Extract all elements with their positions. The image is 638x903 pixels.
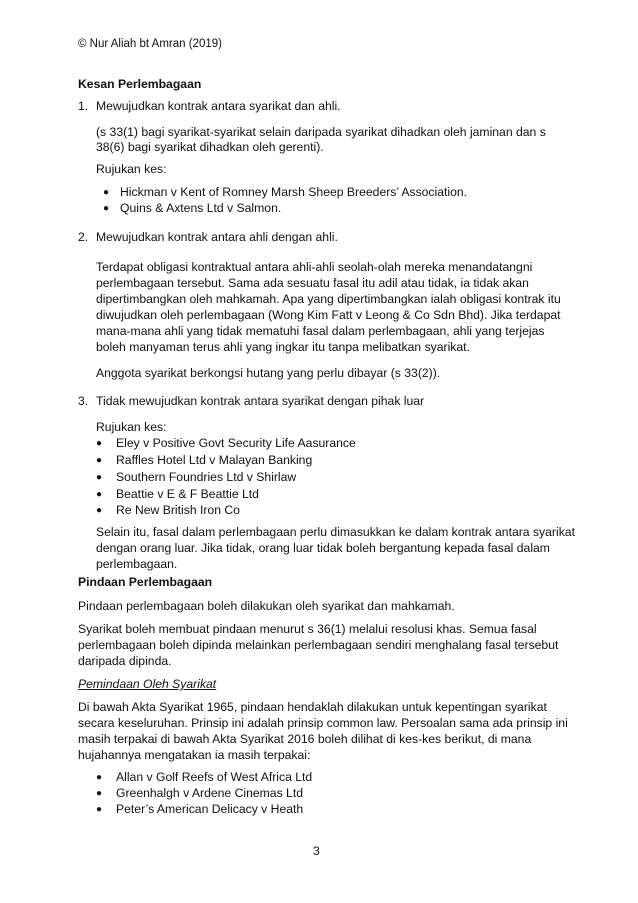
subheading-pemindaan: Pemindaan Oleh Syarikat (78, 677, 217, 691)
item-2-paragraph-line: dipertimbangkan oleh mahkamah. Apa yang dipertimbangkan ialah obligasi kontrak itu (96, 292, 561, 306)
case-item: Peter’s American Delicacy v Heath (116, 802, 304, 816)
case-item: Eley v Positive Govt Security Life Aasurance (116, 436, 356, 450)
case-item: Southern Foundries Ltd v Shirlaw (116, 470, 297, 484)
item-2-note: Anggota syarikat berkongsi hutang yang perlu dibayar (s 33(2)). (96, 366, 441, 380)
item-1-title: Mewujudkan kontrak antara syarikat dan ahli. (96, 99, 341, 113)
item-2-title: Mewujudkan kontrak antara ahli dengan ahli. (96, 230, 338, 244)
case-item: Re New British Iron Co (116, 503, 240, 517)
item-3-title: Tidak mewujudkan kontrak antara syarikat dengan pihak luar (96, 394, 425, 408)
pindaan-paragraph-2-line: perlembagaan boleh dipinda melainkan perlembagaan sendiri menghalang fasal tersebut (78, 638, 559, 652)
bullet-icon: ● (103, 203, 110, 214)
bullet-icon: ● (96, 505, 103, 516)
section-heading-kesan: Kesan Perlembagaan (78, 77, 202, 91)
item-2-paragraph-line: Terdapat obligasi kontraktual antara ahli-ahli seolah-olah mereka menandatangni (96, 260, 533, 274)
case-item: Greenhalgh v Ardene Cinemas Ltd (116, 786, 303, 800)
bullet-icon: ● (96, 804, 103, 815)
pindaan-paragraph-2-line: daripada dipinda. (78, 654, 172, 668)
pindaan-paragraph-2-line: Syarikat boleh membuat pindaan menurut s 36(1) melalui resolusi khas. Semua fasal (78, 622, 537, 636)
section-heading-pindaan: Pindaan Perlembagaan (78, 575, 213, 589)
bullet-icon: ● (96, 788, 103, 799)
pindaan-paragraph-3-line: secara keseluruhan. Prinsip ini adalah prinsip common law. Persoalan sama ada prinsip ini (78, 716, 568, 730)
item-1-note-line: (s 33(1) bagi syarikat-syarikat selain daripada syarikat dihadkan oleh jaminan dan s (96, 125, 546, 139)
item-3-paragraph-line: Selain itu, fasal dalam perlembagaan perlu dimasukkan ke dalam kontrak antara syarikat (96, 525, 575, 539)
case-item: Allan v Golf Reefs of West Africa Ltd (116, 770, 313, 784)
case-item: Raffles Hotel Ltd v Malayan Banking (116, 453, 313, 467)
item-2-paragraph-line: boleh manyaman terus ahli yang ingkar itu tanpa melibatkan syarikat. (96, 340, 470, 354)
bullet-icon: ● (96, 472, 103, 483)
page-number: 3 (313, 844, 320, 858)
pindaan-paragraph-3-line: Di bawah Akta Syarikat 1965, pindaan hendaklah dilakukan untuk kepentingan syarikat (78, 700, 547, 714)
item-2-paragraph-line: diwujudkan oleh perlembagaan (Wong Kim Fatt v Leong & Co Sdn Bhd). Jika terdapat (96, 308, 561, 322)
pindaan-paragraph-3-line: hujahannya mengatakan ia masih terpakai: (78, 748, 311, 762)
bullet-icon: ● (96, 772, 103, 783)
item-3-paragraph-line: perlembagaan. (96, 557, 178, 571)
item-1-note-line: 38(6) bagi syarikat dihadkan oleh gerenti). (96, 140, 324, 154)
case-item: Beattie v E & F Beattie Ltd (116, 487, 259, 501)
pindaan-paragraph-3-line: masih terpakai di bawah Akta Syarikat 2016 boleh dilihat di kes-kes berikut, di mana (78, 732, 532, 746)
item-2-paragraph-line: perlembagaan tersebut. Sama ada sesuatu fasal itu adil atau tidak, ia tidak akan (96, 276, 529, 290)
item-2-paragraph-line: mana-mana ahli yang tidak mematuhi fasal dalam perlembagaan, ahli yang terjejas (96, 324, 545, 338)
bullet-icon: ● (96, 438, 103, 449)
case-item: Quins & Axtens Ltd v Salmon. (120, 201, 282, 215)
cases-label: Rujukan kes: (96, 420, 167, 434)
bullet-icon: ● (103, 187, 110, 198)
item-1-number: 1. (78, 99, 89, 113)
bullet-icon: ● (96, 455, 103, 466)
item-3-number: 3. (78, 394, 89, 408)
item-2-number: 2. (78, 230, 89, 244)
bullet-icon: ● (96, 489, 103, 500)
case-item: Hickman v Kent of Romney Marsh Sheep Breeders’ Association. (120, 185, 468, 199)
copyright-notice: © Nur Aliah bt Amran (2019) (78, 38, 222, 50)
item-3-paragraph-line: dengan orang luar. Jika tidak, orang luar tidak boleh bergantung kepada fasal dalam (96, 541, 550, 555)
cases-label: Rujukan kes: (96, 162, 167, 176)
pindaan-paragraph-1: Pindaan perlembagaan boleh dilakukan oleh syarikat dan mahkamah. (78, 599, 455, 613)
